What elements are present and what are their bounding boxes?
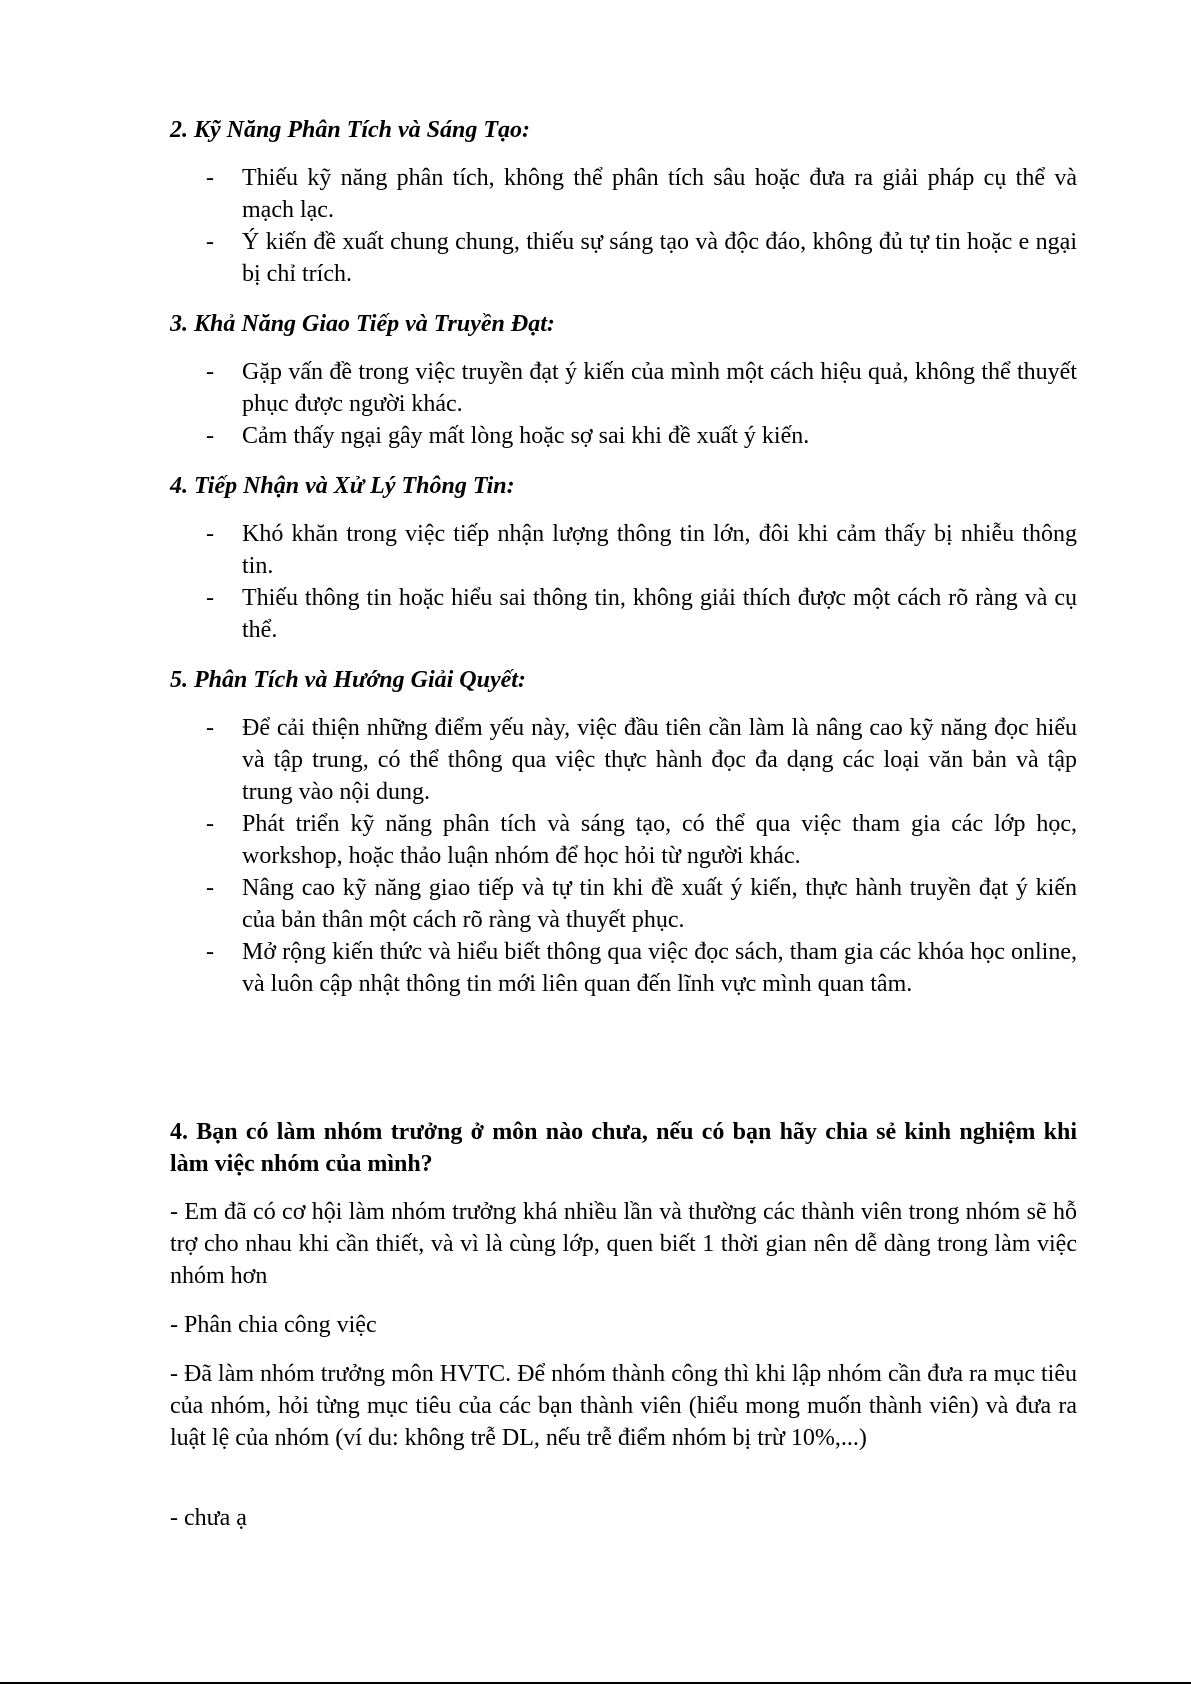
section-heading-solution: 5. Phân Tích và Hướng Giải Quyết: bbox=[170, 667, 526, 693]
answer-paragraph: - chưa ạ bbox=[170, 1505, 247, 1531]
list-item: - Nâng cao kỹ năng giao tiếp và tự tin khi đề xuất ý kiến, thực hành truyền đạt ý kiến của bản thân một cách rõ ràng và thuyết phục. bbox=[170, 872, 1077, 936]
bullet-dash: - bbox=[206, 585, 214, 611]
section-heading-communication: 3. Khả Năng Giao Tiếp và Truyền Đạt: bbox=[170, 311, 555, 337]
list-item: - Ý kiến đề xuất chung chung, thiếu sự sáng tạo và độc đáo, không đủ tự tin hoặc e ngại bị chỉ trích. bbox=[170, 226, 1077, 290]
list-item: - Gặp vấn đề trong việc truyền đạt ý kiến của mình một cách hiệu quả, không thể thuyết phục được người khác. bbox=[170, 356, 1077, 420]
bullet-dash: - bbox=[206, 229, 214, 255]
list-item: - Khó khăn trong việc tiếp nhận lượng thông tin lớn, đôi khi cảm thấy bị nhiễu thông tin. bbox=[170, 518, 1077, 582]
section-heading-information: 4. Tiếp Nhận và Xử Lý Thông Tin: bbox=[170, 473, 515, 499]
list-item: - Mở rộng kiến thức và hiểu biết thông qua việc đọc sách, tham gia các khóa học online, và luôn cập nhật thông tin mới liên quan đến lĩnh vực mình quan tâm. bbox=[170, 936, 1077, 1000]
bullet-dash: - bbox=[206, 939, 214, 965]
list-item: - Để cải thiện những điểm yếu này, việc đầu tiên cần làm là nâng cao kỹ năng đọc hiểu và tập trung, có thể thông qua việc thực hành đọc đa dạng các loại văn bản và tập trung vào nội dung. bbox=[170, 712, 1077, 808]
list-item: - Cảm thấy ngại gây mất lòng hoặc sợ sai khi đề xuất ý kiến. bbox=[170, 420, 1077, 452]
answer-paragraph: - Phân chia công việc bbox=[170, 1312, 377, 1338]
bullet-dash: - bbox=[206, 359, 214, 385]
bullet-list-communication bbox=[170, 356, 1077, 452]
list-item: - Thiếu kỹ năng phân tích, không thể phân tích sâu hoặc đưa ra giải pháp cụ thể và mạch lạc. bbox=[170, 162, 1077, 226]
bullet-list-solution bbox=[170, 712, 1077, 1000]
bullet-dash: - bbox=[206, 521, 214, 547]
bullet-list-analysis bbox=[170, 162, 1077, 290]
bullet-dash: - bbox=[206, 811, 214, 837]
answer-paragraph: - Đã làm nhóm trưởng môn HVTC. Để nhóm thành công thì khi lập nhóm cần đưa ra mục tiêu của nhóm, hỏi từng mục tiêu của các bạn thành viên (hiểu mong muốn thành viên) và đưa ra luật lệ của nhóm (ví du: không trễ DL, nếu trễ điểm nhóm bị trừ 10%,...) bbox=[170, 1361, 1077, 1451]
bullet-dash: - bbox=[206, 423, 214, 449]
bullet-dash: - bbox=[206, 715, 214, 741]
list-item: - Thiếu thông tin hoặc hiểu sai thông tin, không giải thích được một cách rõ ràng và cụ thể. bbox=[170, 582, 1077, 646]
section-heading-analysis: 2. Kỹ Năng Phân Tích và Sáng Tạo: bbox=[170, 117, 531, 143]
list-item: - Phát triển kỹ năng phân tích và sáng tạo, có thể qua việc tham gia các lớp học, workshop, hoặc thảo luận nhóm để học hỏi từ người khác. bbox=[170, 808, 1077, 872]
bullet-dash: - bbox=[206, 875, 214, 901]
bullet-dash: - bbox=[206, 165, 214, 191]
question-title: 4. Bạn có làm nhóm trưởng ở môn nào chưa, nếu có bạn hãy chia sẻ kinh nghiệm khi làm việc nhóm của mình? bbox=[170, 1119, 1077, 1177]
answer-paragraph: - Em đã có cơ hội làm nhóm trưởng khá nhiều lần và thường các thành viên trong nhóm sẽ hỗ trợ cho nhau khi cần thiết, và vì là cùng lớp, quen biết 1 thời gian nên dễ dàng trong làm việc nhóm hơn bbox=[170, 1199, 1077, 1289]
page-bottom-rule bbox=[0, 1682, 1191, 1684]
bullet-list-information bbox=[170, 518, 1077, 646]
